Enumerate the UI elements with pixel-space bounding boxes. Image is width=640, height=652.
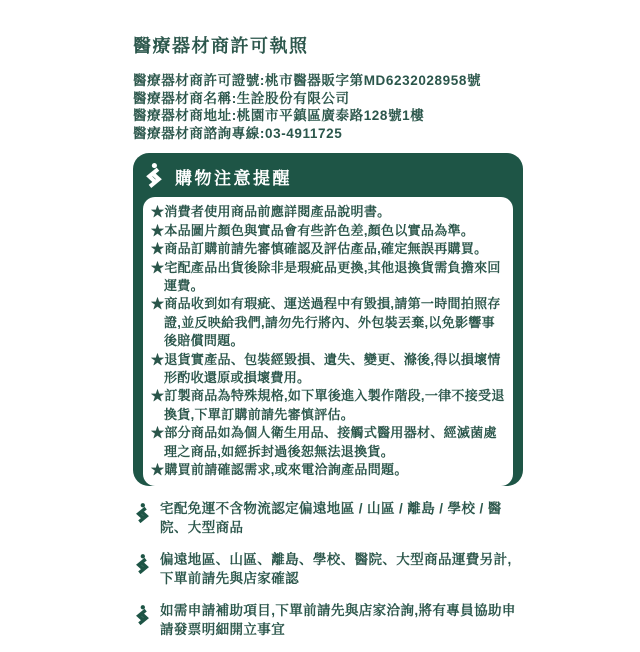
- footnote-text: 如需申請補助項目,下單前請先與店家洽詢,將有專員協助申請發票明細開立事宜: [160, 603, 516, 638]
- license-number: 醫療器材商許可證號:桃市醫器販字第MD6232028958號: [133, 73, 482, 88]
- notice-item-text: 消費者使用商品前應詳閱產品說明書。: [164, 204, 391, 220]
- panel-body: [143, 197, 513, 486]
- notice-item-text: 訂製商品為特殊規格,如下單後進入製作階段,一律不接受退換貨,下單訂購前請先審慎評估。: [164, 388, 505, 422]
- brand-mark-icon: [133, 604, 152, 627]
- notice-item: [151, 240, 505, 258]
- footnote-remote-area-fee: [133, 550, 523, 588]
- star-bullet: ★: [151, 259, 165, 275]
- brand-mark-icon: [142, 162, 166, 190]
- notice-item: [151, 259, 505, 296]
- notice-item: [151, 461, 505, 479]
- star-bullet: ★: [151, 462, 165, 478]
- footnote-text: 宅配免運不含物流認定偏遠地區 / 山區 / 離島 / 學校 / 醫院、大型商品: [160, 501, 502, 536]
- brand-mark-icon: [133, 553, 152, 576]
- star-bullet: ★: [151, 204, 165, 220]
- notice-item: [151, 351, 505, 388]
- license-notice-document: [133, 34, 523, 652]
- notice-item: [151, 295, 505, 350]
- notice-list: [151, 203, 505, 479]
- notice-item-text: 本品圖片顏色與實品會有些許色差,顏色以實品為準。: [164, 222, 475, 238]
- notice-item-text: 商品訂購前請先審慎確認及評估產品,確定無誤再購買。: [164, 241, 488, 257]
- panel-header: [133, 153, 523, 197]
- license-fields: [133, 72, 523, 142]
- star-bullet: ★: [151, 241, 165, 257]
- notice-item: [151, 222, 505, 240]
- footnote-subsidy-invoice: [133, 601, 523, 639]
- merchant-hotline: 醫療器材商諮詢專線:03-4911725: [133, 125, 343, 141]
- star-bullet: ★: [151, 222, 165, 238]
- star-bullet: ★: [151, 425, 165, 441]
- shopping-notice-panel: [133, 153, 523, 486]
- footnote-text: 偏遠地區、山區、離島、學校、醫院、大型商品運費另計,下單前請先與店家確認: [160, 552, 512, 587]
- notice-item-text: 購買前請確認需求,或來電洽詢產品問題。: [164, 462, 408, 478]
- notice-item: [151, 424, 505, 461]
- brand-mark-icon: [133, 502, 152, 525]
- star-bullet: ★: [151, 351, 165, 367]
- notice-item-text: 部分商品如為個人衛生用品、接觸式醫用器材、經滅菌處理之商品,如經拆封過後恕無法退換貨。: [164, 425, 497, 459]
- merchant-name: 醫療器材商名稱:生詮股份有限公司: [133, 90, 350, 106]
- star-bullet: ★: [151, 296, 165, 312]
- footnote-shipping-freeship: [133, 499, 523, 537]
- merchant-address: 醫療器材商地址:桃園市平鎮區廣泰路128號1樓: [133, 108, 425, 124]
- notice-item-text: 商品收到如有瑕疵、運送過程中有毀損,請第一時間拍照存證,並反映給我們,請勿先行將內、外包裝丟棄,以免影響事後賠償問題。: [164, 296, 501, 349]
- panel-title: 購物注意提醒: [175, 168, 292, 188]
- notice-item: [151, 203, 505, 221]
- footnotes: [133, 499, 523, 639]
- page-title: 醫療器材商許可執照: [133, 36, 309, 56]
- notice-item-text: 宅配產品出貨後除非是瑕疵品更換,其他退換貨需負擔來回運費。: [164, 259, 501, 293]
- star-bullet: ★: [151, 388, 165, 404]
- notice-item: [151, 387, 505, 424]
- notice-item-text: 退貨實產品、包裝經毀損、遺失、變更、滌後,得以損壞情形酌收還原或損壞費用。: [164, 351, 501, 386]
